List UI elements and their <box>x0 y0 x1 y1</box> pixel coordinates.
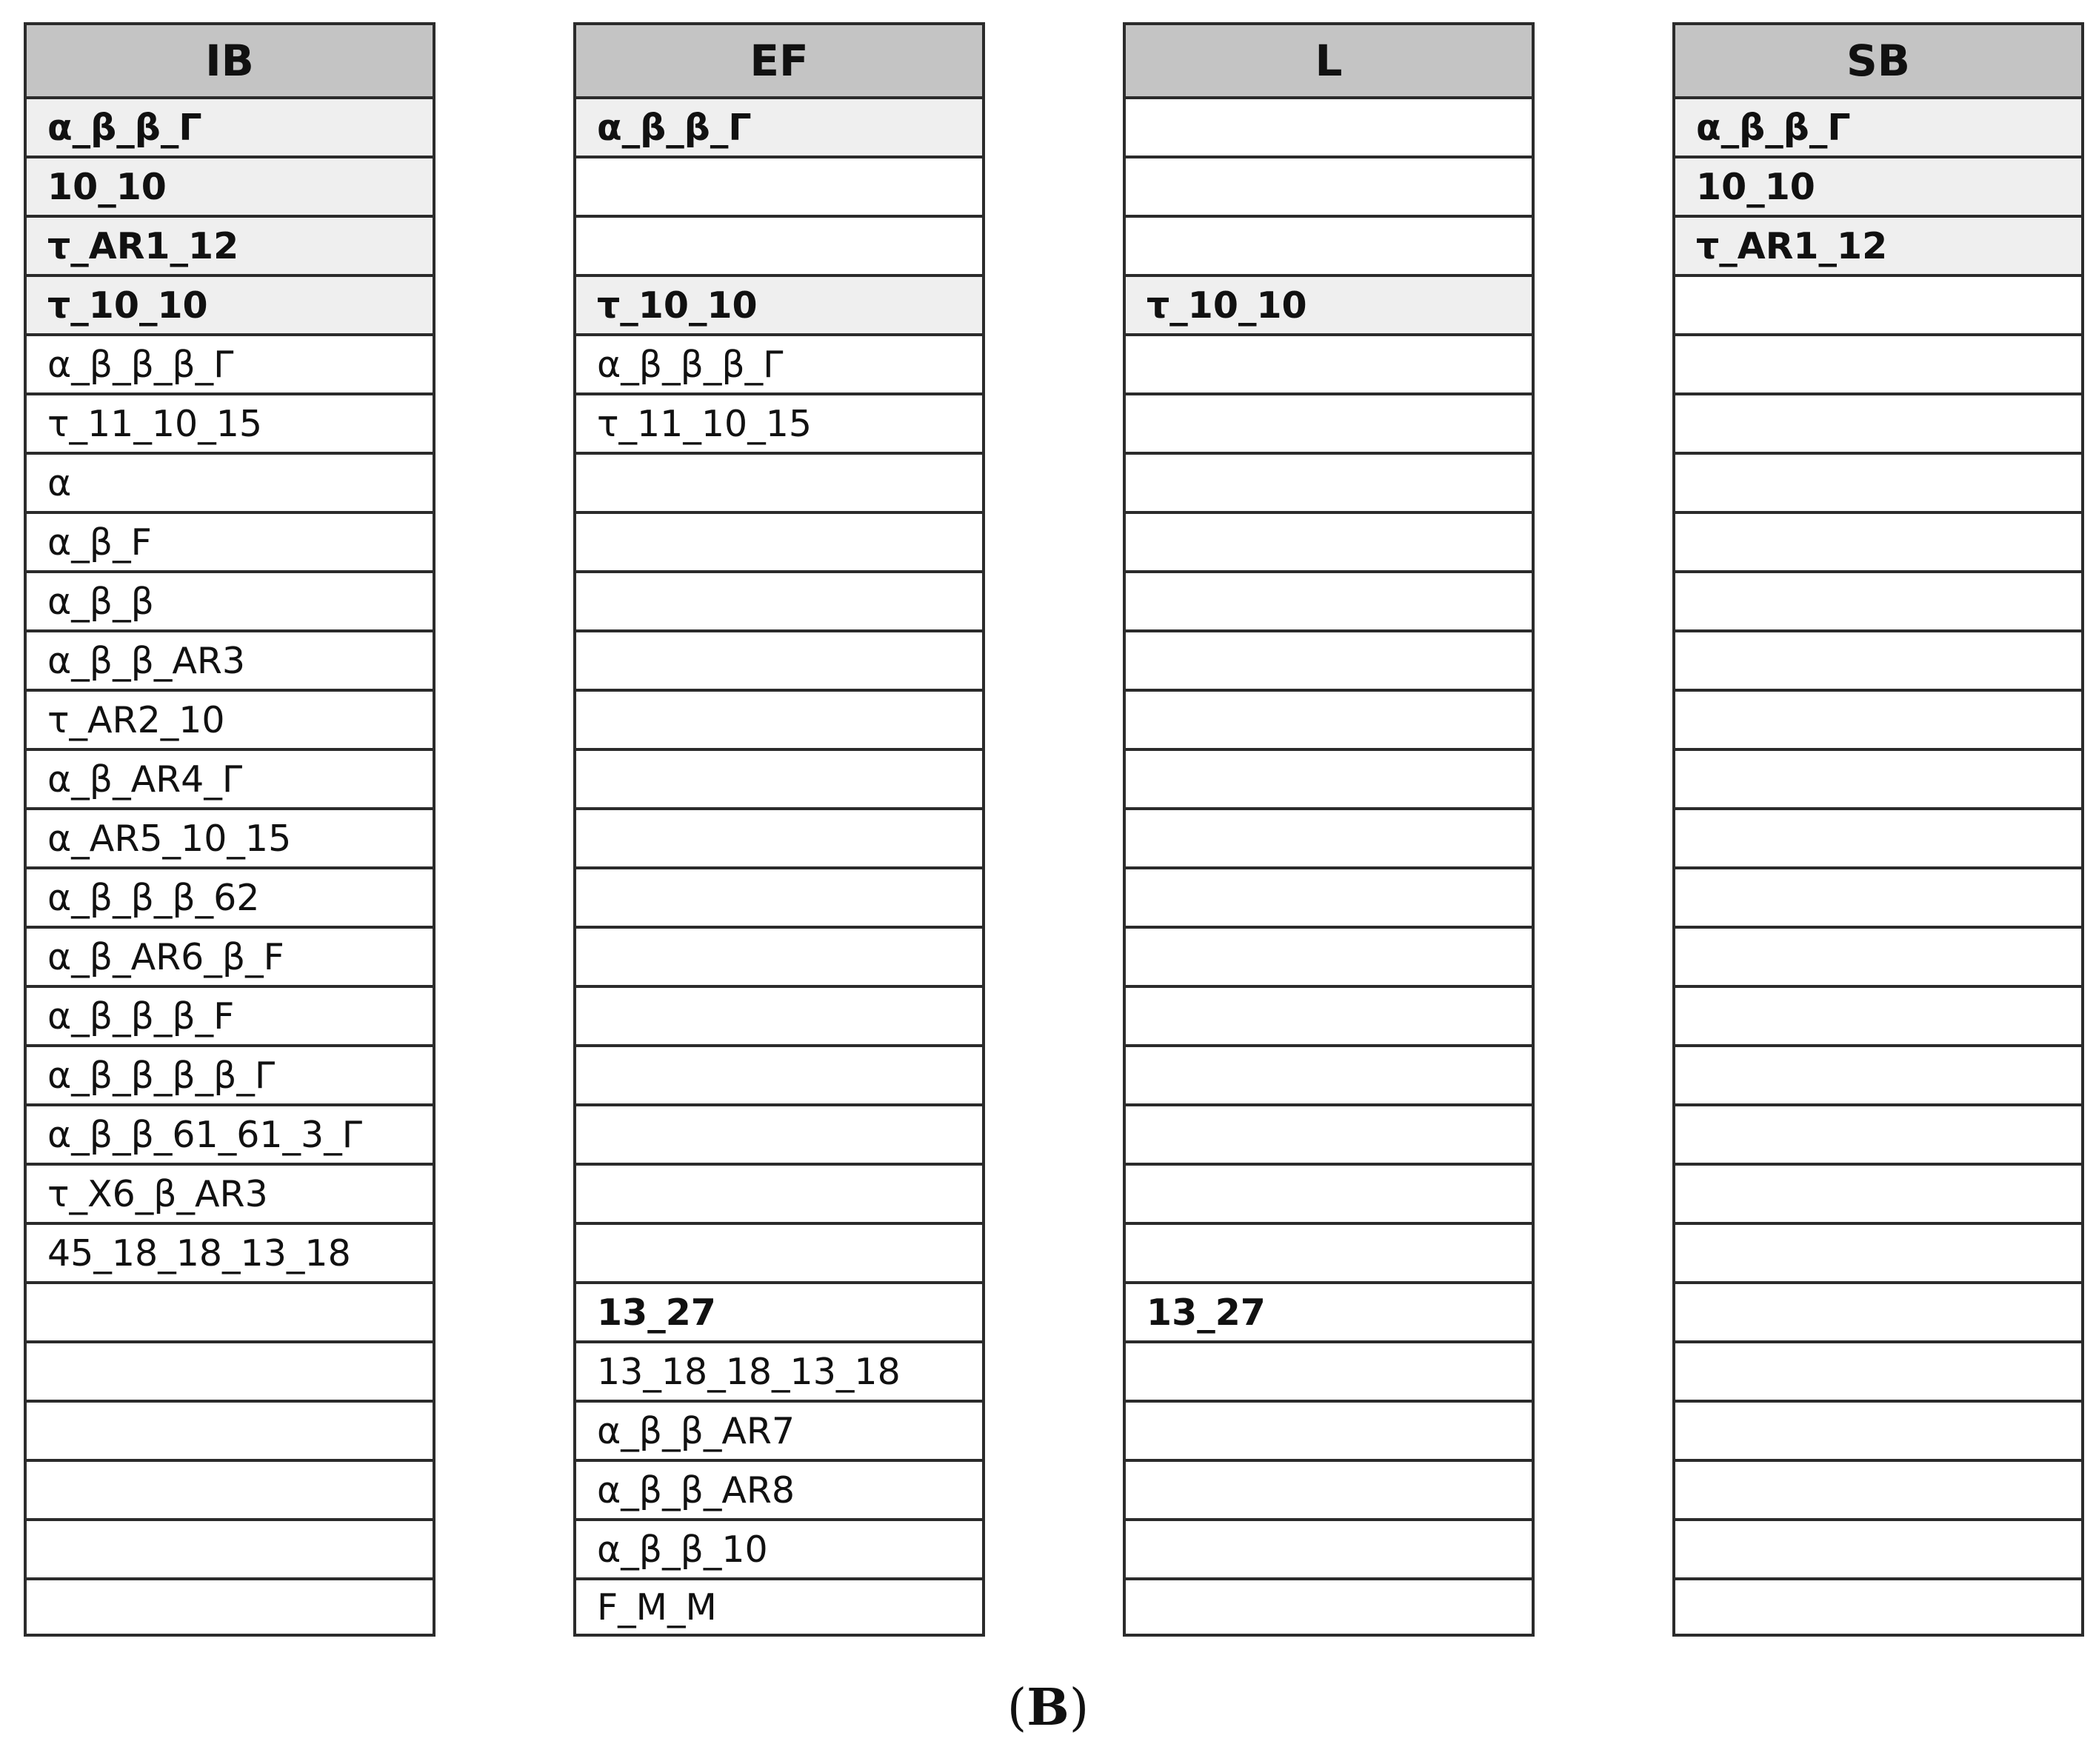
column-header: L <box>1126 25 1532 99</box>
table-cell: τ_10_10 <box>27 277 433 336</box>
table-cell: α_β_AR4_Γ <box>27 751 433 810</box>
table-cell: τ_10_10 <box>1126 277 1532 336</box>
table-cell <box>1675 1580 2081 1634</box>
table-cell <box>1675 1166 2081 1225</box>
table-cell <box>1126 1462 1532 1521</box>
table-cell: α_β_β_β_F <box>27 988 433 1047</box>
table-cell <box>1126 1047 1532 1106</box>
table-cell <box>1126 395 1532 455</box>
table-cell: F_M_M <box>597 1586 717 1628</box>
table-cell <box>27 1521 433 1580</box>
table-cell <box>1126 692 1532 751</box>
table-cell <box>576 158 982 218</box>
table-cell: α_β_β_β_Γ <box>576 336 982 395</box>
table-cell <box>1126 1521 1532 1580</box>
table-cell <box>1675 929 2081 988</box>
caption-close-paren: ) <box>1069 1679 1089 1737</box>
table-cell <box>576 692 982 751</box>
column-ef <box>573 22 985 1637</box>
figure-caption <box>0 1678 2096 1737</box>
table-cell: τ_X6_β_AR3 <box>27 1166 433 1225</box>
table-cell <box>576 869 982 929</box>
table-cell <box>1126 632 1532 692</box>
table-cell: τ_11_10_15 <box>27 395 433 455</box>
table-cell <box>576 1047 982 1106</box>
table-cell <box>1675 988 2081 1047</box>
table-cell <box>576 810 982 869</box>
table-cell: α_β_β_61_61_3_Γ <box>27 1106 433 1166</box>
table-cell <box>576 751 982 810</box>
table-cell: α <box>27 455 433 514</box>
table-cell: 13_18_18_13_18 <box>576 1343 982 1403</box>
table-cell <box>1675 1521 2081 1580</box>
table-cell: α_β_β_10 <box>576 1521 982 1580</box>
table-cell <box>1675 1403 2081 1462</box>
table-cell: 10_10 <box>1675 158 2081 218</box>
column-l <box>1123 22 1535 1637</box>
table-cell <box>1126 1403 1532 1462</box>
table-cell <box>576 218 982 277</box>
table-cell <box>27 1580 433 1634</box>
table-cell <box>1675 277 2081 336</box>
table-cell: τ_10_10 <box>576 277 982 336</box>
table-cell <box>1675 1106 2081 1166</box>
table-cell <box>1675 869 2081 929</box>
table-cell: α_β_β <box>27 573 433 632</box>
table-cell <box>1126 869 1532 929</box>
table-cell <box>1675 455 2081 514</box>
table-cell <box>576 573 982 632</box>
table-cell <box>1126 929 1532 988</box>
table-cell <box>1675 692 2081 751</box>
table-cell <box>1675 1343 2081 1403</box>
table-cell <box>1675 514 2081 573</box>
table-cell <box>1126 1106 1532 1166</box>
table-cell <box>576 1166 982 1225</box>
table-cell <box>27 1403 433 1462</box>
table-cell <box>1126 218 1532 277</box>
column-header: EF <box>576 25 982 99</box>
table-cell <box>1675 810 2081 869</box>
column-sb <box>1672 22 2084 1637</box>
table-cell <box>1675 751 2081 810</box>
column-header: IB <box>27 25 433 99</box>
table-cell: α_β_AR6_β_F <box>27 929 433 988</box>
table-cell <box>1126 514 1532 573</box>
caption-letter: B <box>1027 1678 1069 1737</box>
table-cell <box>576 455 982 514</box>
table-cell: τ_AR1_12 <box>27 218 433 277</box>
table-cell: α_β_β_AR8 <box>576 1462 982 1521</box>
table-cell <box>1126 1225 1532 1284</box>
table-cell <box>27 1462 433 1521</box>
table-cell: α_AR5_10_15 <box>27 810 433 869</box>
table-cell: α_β_F <box>27 514 433 573</box>
table-cell <box>1126 1580 1532 1634</box>
table-cell: α_β_β_AR3 <box>27 632 433 692</box>
table-cell: 45_18_18_13_18 <box>27 1225 433 1284</box>
table-cell: τ_AR2_10 <box>27 692 433 751</box>
table-cell <box>1126 751 1532 810</box>
table-cell: α_β_β_Γ <box>27 99 433 158</box>
table-cell: α_β_β_Γ <box>576 99 982 158</box>
table-cell <box>1126 988 1532 1047</box>
table-cell <box>1675 573 2081 632</box>
table-cell <box>576 1225 982 1284</box>
table-cell <box>1126 336 1532 395</box>
table-cell <box>1126 810 1532 869</box>
table-cell <box>1675 1462 2081 1521</box>
table-cell: α_β_β_β_62 <box>27 869 433 929</box>
table-cell <box>1675 1225 2081 1284</box>
column-header: SB <box>1675 25 2081 99</box>
table-cell <box>576 632 982 692</box>
caption-open-paren: ( <box>1007 1679 1027 1737</box>
table-cell: α_β_β_Γ <box>1675 99 2081 158</box>
table-cell: τ_AR1_12 <box>1675 218 2081 277</box>
table-cell <box>576 988 982 1047</box>
table-cell: 13_27 <box>576 1284 982 1343</box>
table-cell: 10_10 <box>27 158 433 218</box>
table-cell <box>576 929 982 988</box>
table-cell: 13_27 <box>1126 1284 1532 1343</box>
table-cell <box>1126 1343 1532 1403</box>
table-cell <box>1675 395 2081 455</box>
table-cell <box>1126 573 1532 632</box>
table-cell <box>27 1284 433 1343</box>
table-cell <box>1675 1284 2081 1343</box>
table-cell <box>1675 336 2081 395</box>
table-cell: α_β_β_β_β_Γ <box>27 1047 433 1106</box>
table-cell <box>576 514 982 573</box>
table-cell <box>1675 1047 2081 1106</box>
table-cell: τ_11_10_15 <box>576 395 982 455</box>
table-cell <box>1675 632 2081 692</box>
table-cell <box>1126 99 1532 158</box>
table-cell <box>1126 455 1532 514</box>
table-cell <box>27 1343 433 1403</box>
column-ib <box>24 22 435 1637</box>
table-cell <box>576 1106 982 1166</box>
table-cell: α_β_β_AR7 <box>576 1403 982 1462</box>
table-cell <box>1126 158 1532 218</box>
table-cell: α_β_β_β_Γ <box>27 336 433 395</box>
table-cell <box>1126 1166 1532 1225</box>
